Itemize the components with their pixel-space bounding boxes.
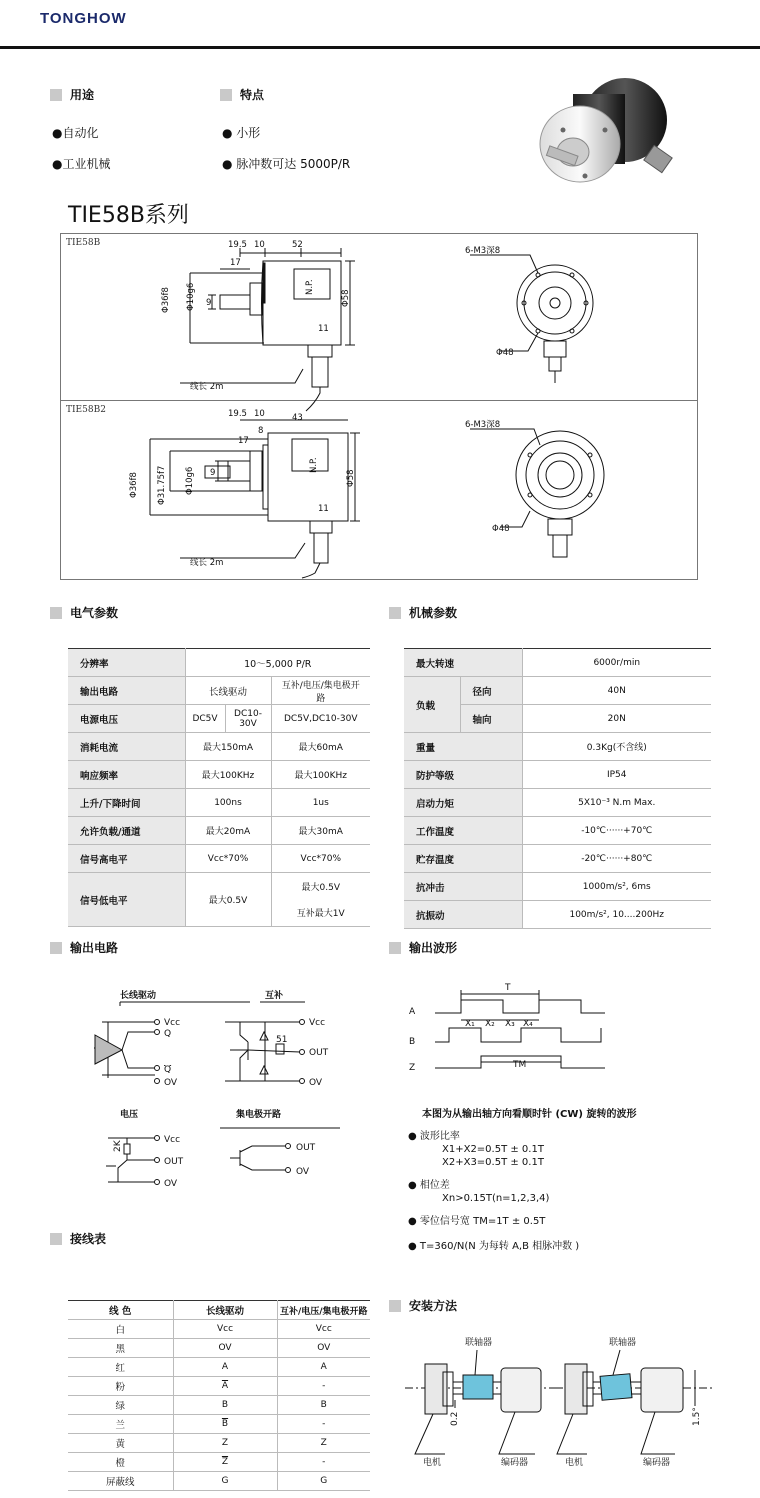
section-square-icon [50, 89, 62, 101]
electrical-table [68, 648, 370, 927]
gap-label: 1.5° [692, 1407, 702, 1426]
drawing-label: TIE58B2 [66, 405, 106, 415]
table-header-row: 线 色 长线驱动 互补/电压/集电极开路 [68, 1301, 370, 1320]
wave-label: X₁ [465, 1019, 475, 1029]
output-wave-heading: 输出波形 [389, 939, 457, 956]
table-row: 红 A A [68, 1358, 370, 1377]
dim-text: 52 [292, 240, 303, 250]
table-row: 贮存温度 -20℃······+80℃ [404, 845, 711, 873]
dim-text: 9 [210, 468, 216, 478]
table-row: 启动力矩 5X10⁻³ N.m Max. [404, 789, 711, 817]
pin-label: Q [164, 1065, 172, 1075]
usage-heading: 用途 [50, 86, 94, 103]
circuit-label: 互补 [265, 991, 284, 1001]
dim-text: Φ58 [346, 469, 356, 487]
wave-label: TM [513, 1060, 527, 1070]
cable-length: 线长 2m [190, 558, 224, 568]
encoder-label: 编码器 [643, 1458, 671, 1468]
section-square-icon [389, 942, 401, 954]
section-square-icon [389, 607, 401, 619]
dim-text: 6-M3深8 [465, 420, 501, 430]
waveform-notes: ● 波形比率 X1+X2=0.5T ± 0.1T X2+X3=0.5T ± 0.1T ● 相位差 Xn>0.15T(n=1,2,3,4) ● 零位信号宽 TM=1T ± 0.5T ● T=360/N(N 为每转 A,B 相脉冲数 ) [408, 1131, 580, 1252]
table-row: 防护等级 IP54 [404, 761, 711, 789]
table-row: 电源电压 DC5V DC10-30V DC5V,DC10-30V [68, 705, 370, 733]
dimension-drawing [60, 233, 698, 580]
dim-text: 19.5 [228, 240, 247, 250]
table-row: 允许负载/通道 最大20mA 最大30mA [68, 817, 370, 845]
wave-channel-label: A [409, 1007, 416, 1017]
features-heading: 特点 [220, 86, 264, 103]
circuit-label: 电压 [120, 1110, 139, 1120]
pin-label: Vcc [309, 1018, 326, 1028]
dim-text: 17 [230, 258, 241, 268]
table-row: 黄 Z Z [68, 1434, 370, 1453]
gap-label: 0.2 [450, 1411, 460, 1426]
encoder-label: 编码器 [501, 1458, 529, 1468]
table-row: 响应频率 最大100KHz 最大100KHz [68, 761, 370, 789]
dim-text: 8 [258, 426, 264, 436]
pin-label: OUT [309, 1048, 329, 1058]
pin-label: Vcc [164, 1018, 181, 1028]
electrical-heading: 电气参数 [50, 604, 118, 621]
waveform-description: 本图为从输出轴方向看顺时针 (CW) 旋转的波形 [422, 1109, 637, 1120]
section-square-icon [50, 942, 62, 954]
usage-item: ●工业机械 [52, 157, 111, 171]
output-circuit-heading: 输出电路 [50, 939, 118, 956]
pin-label: Vcc [164, 1135, 181, 1145]
wave-label: X₄ [523, 1019, 533, 1029]
table-row: 白 Vcc Vcc [68, 1320, 370, 1339]
dim-text: 17 [238, 436, 249, 446]
output-circuit-diagram [80, 980, 370, 1200]
dim-text: 6-M3深8 [465, 246, 501, 256]
feature-item: ● 小形 [222, 126, 261, 140]
mechanical-heading: 机械参数 [389, 604, 457, 621]
table-row: 屏蔽线 G G [68, 1472, 370, 1491]
table-row: 抗冲击 1000m/s², 6ms [404, 873, 711, 901]
usage-item: ●自动化 [52, 126, 99, 140]
pin-label: OV [296, 1167, 310, 1177]
table-row: 粉 $\overline{A}$ - [68, 1377, 370, 1396]
pin-label: Q [164, 1029, 172, 1039]
mechanical-table [404, 648, 711, 929]
dim-text: Φ36f8 [161, 287, 171, 313]
dim-text: Φ48 [496, 348, 514, 358]
table-row: 分辨率 10～5,000 P/R [68, 649, 370, 677]
wave-label: X₃ [505, 1019, 515, 1029]
pin-label: OV [309, 1078, 323, 1088]
table-row: 兰 $\overline{B}$ - [68, 1415, 370, 1434]
section-square-icon [50, 607, 62, 619]
wiring-heading: 接线表 [50, 1230, 106, 1247]
dim-text: 43 [292, 413, 303, 423]
table-row: 工作温度 -10℃······+70℃ [404, 817, 711, 845]
cable-length: 线长 2m [190, 382, 224, 392]
note-title: ● 波形比率 [408, 1131, 460, 1142]
waveform-diagram [405, 980, 625, 1080]
dim-text: 11 [318, 504, 329, 514]
dim-text: Φ10g6 [186, 282, 196, 311]
motor-label: 电机 [423, 1458, 442, 1468]
table-row: 橙 $\overline{Z}$ - [68, 1453, 370, 1472]
wave-label: T [505, 983, 511, 993]
drawing-label: TIE58B [66, 238, 101, 248]
header-divider [0, 46, 760, 49]
wave-channel-label: B [409, 1037, 416, 1047]
table-row: 输出电路 长线驱动 互补/电压/集电极开路 [68, 677, 370, 705]
coupling-label: 联轴器 [465, 1338, 493, 1348]
installation-diagram [405, 1330, 715, 1470]
table-row: 负载 径向 40N [404, 677, 711, 705]
wave-label: X₂ [485, 1019, 495, 1029]
table-row: 轴向 20N [404, 705, 711, 733]
resistor-label: 2K [113, 1140, 123, 1152]
table-row: 最大转速 6000r/min [404, 649, 711, 677]
dim-text: Φ10g6 [185, 466, 195, 495]
coupling-label: 联轴器 [609, 1338, 637, 1348]
table-row: 信号高电平 Vcc*70% Vcc*70% [68, 845, 370, 873]
section-square-icon [389, 1300, 401, 1312]
encoder-product-image [525, 72, 685, 197]
dim-text: Φ48 [492, 524, 510, 534]
feature-item: ● 脉冲数可达 5000P/R [222, 157, 351, 171]
motor-label: 电机 [565, 1458, 584, 1468]
table-row: 重量 0.3Kg(不含线) [404, 733, 711, 761]
section-square-icon [220, 89, 232, 101]
dim-text: Φ31.75f7 [157, 465, 167, 505]
note-title: ● 相位差 [408, 1180, 450, 1191]
table-row: 抗振动 100m/s², 10....200Hz [404, 901, 711, 929]
table-row: 黑 OV OV [68, 1339, 370, 1358]
dim-text: 9 [206, 298, 212, 308]
resistor-label: 51 [276, 1035, 288, 1045]
table-row: 消耗电流 最大150mA 最大60mA [68, 733, 370, 761]
dim-text: Φ58 [341, 289, 351, 307]
series-title: TIE58B系列 [68, 203, 189, 228]
circuit-label: 长线驱动 [120, 991, 157, 1001]
dim-text: Φ36f8 [129, 472, 139, 498]
note-title: ● T=360/N(N 为每转 A,B 相脉冲数 ) [408, 1241, 580, 1252]
install-heading: 安装方法 [389, 1297, 457, 1314]
wave-channel-label: Z [409, 1063, 416, 1073]
dim-text: 19.5 [228, 409, 247, 419]
table-row: 上升/下降时间 100ns 1us [68, 789, 370, 817]
dim-text: 11 [318, 324, 329, 334]
wiring-table [68, 1300, 370, 1491]
circuit-label: 集电极开路 [236, 1110, 282, 1120]
table-row: 信号低电平 最大0.5V 最大0.5V [68, 873, 370, 900]
note-title: ● 零位信号宽 TM=1T ± 0.5T [408, 1216, 546, 1227]
section-square-icon [50, 1233, 62, 1245]
dim-text: 10 [254, 240, 265, 250]
pin-label: OV [164, 1078, 178, 1088]
dim-text: N.P. [309, 457, 319, 473]
pin-label: OUT [296, 1143, 316, 1153]
dim-text: 10 [254, 409, 265, 419]
brand-logo: TONGHOW [40, 10, 127, 27]
table-row: 互补最大1V [68, 900, 370, 927]
table-row: 绿 B B [68, 1396, 370, 1415]
pin-label: OV [164, 1179, 178, 1189]
dim-text: N.P. [305, 279, 315, 295]
pin-label: OUT [164, 1157, 184, 1167]
